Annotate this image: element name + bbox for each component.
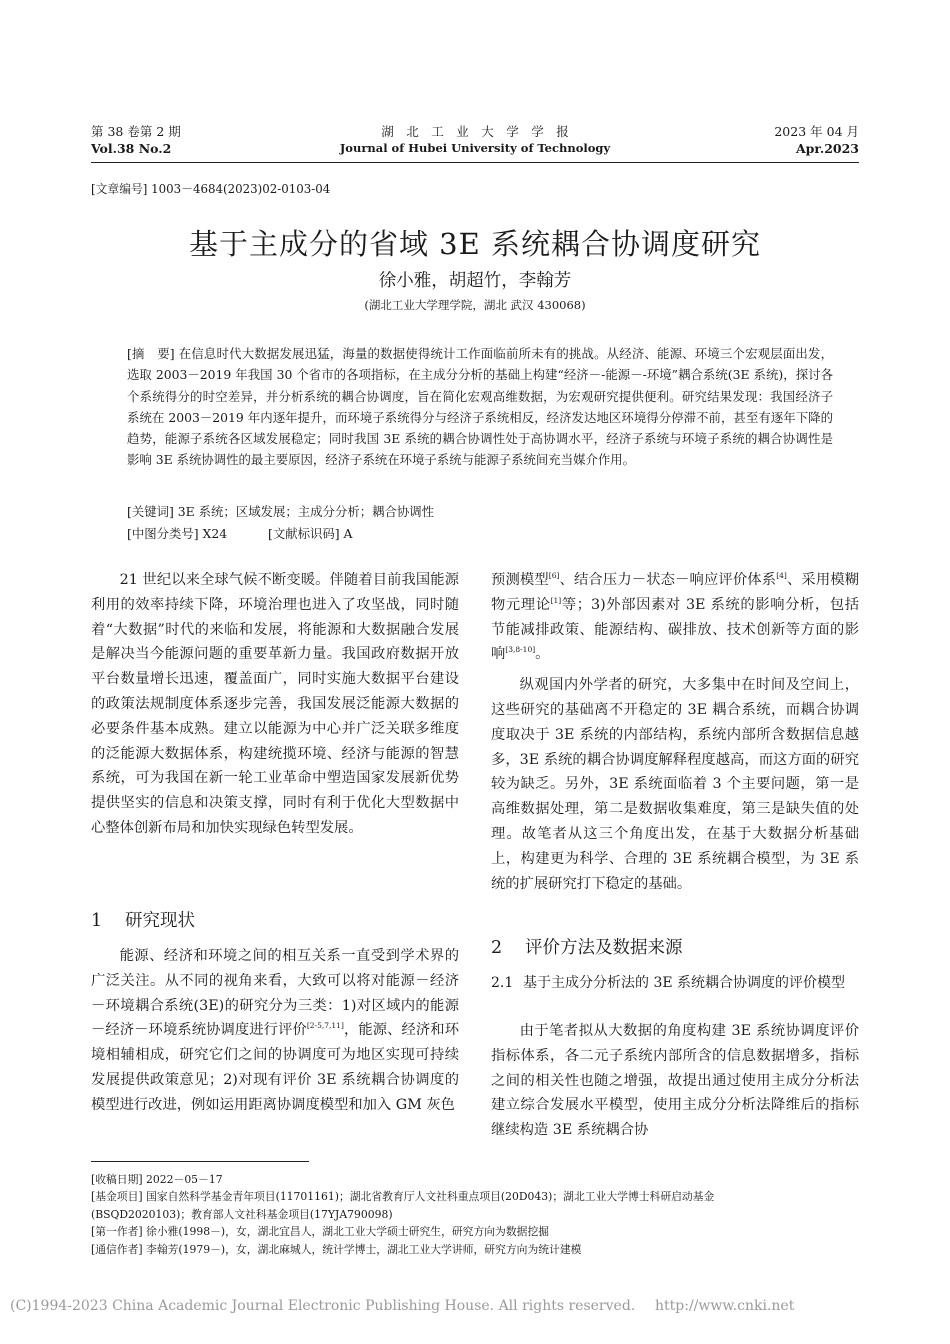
journal-title-en: Journal of Hubei University of Technology: [339, 141, 611, 155]
section-1-body: [91, 944, 459, 1118]
intro-paragraph: 21 世纪以来全球气候不断变暖。伴随着目前我国能源利用的效率持续下降，环境治理也进入了攻坚战，同时随着“大数据”时代的来临和发展，将能源和大数据融合发展是解决当今能源问题的重要革新力量。我国政府数据开放平台数量增长迅速，覆盖面广，同时实施大数据平台建设的政策法规制度体系逐步完善，我国发展泛能源大数据的必要条件基本成熟。建立以能源为中心并广泛关联多维度的泛能源大数据体系，构建统揽环境、经济与能源的智慧系统，可为我国在新一轮工业革命中塑造国家发展新优势提供坚实的信息和决策支撑，同时有利于优化大型数据中心整体创新布局和加快实现绿色转型发展。: [91, 572, 459, 836]
abstract: [127, 343, 833, 471]
fund-project-line-2: (BSQD2020103)；教育部人文社科基金项目(17YJA790098): [91, 1207, 393, 1221]
paper-title: 基于主成分的省域 3E 系统耦合协调度研究: [188, 227, 762, 261]
article-number: [文章编号] 1003－4684(2023)02-0103-04: [91, 182, 331, 196]
text: 、结合压力－状态－响应评价体系: [559, 572, 777, 588]
section-2-title: 评价方法及数据来源: [525, 938, 683, 958]
cnki-link[interactable]: http://www.cnki.net: [655, 1298, 795, 1314]
authors: 徐小雅，胡超竹，李翰芳: [378, 271, 572, 291]
left-column: [91, 568, 459, 841]
footnotes: [91, 1171, 861, 1258]
right-paragraph-1: [491, 568, 859, 667]
date-en: Apr.2023: [795, 141, 859, 156]
citation: [2-5,7,11]: [306, 1021, 344, 1031]
subsection-2-1-title: 基于主成分分析法的 3E 系统耦合协调度的评价模型: [523, 975, 846, 991]
corresponding-author-note: [通信作者] 李翰芳(1979－)，女，湖北麻城人，统计学博士，湖北工业大学讲师，研究方向为统计建模: [91, 1242, 582, 1256]
text: 。: [535, 646, 550, 663]
section-1-text-a: 能源、经济和环境之间的相互关系一直受到学术界的广泛关注。从不同的视角来看，大致可以将对能源－经济－环境耦合系统(3E)的研究分为三类：1)对区域内的能源－经济－环境系统协调度进行评价: [91, 948, 459, 1039]
header-rule: [91, 162, 859, 163]
section-2-heading: [491, 934, 683, 959]
section-1-paragraph: [91, 944, 459, 1118]
fund-project-line-1: [基金项目] 国家自然科学基金青年项目(11701161)；湖北省教育厅人文社科重点项目(20D043)；湖北工业大学博士科研启动基金: [91, 1190, 715, 1204]
text: 等；3)外部因素对 3E 系统的影响分析，包括节能减排政策、能源结构、碳排放、技术创新等方面的影响: [491, 596, 860, 663]
section-1-heading: [91, 907, 195, 932]
date-cn: 2023 年 04 月: [774, 124, 859, 139]
subsection-2-1-number: 2.1: [491, 975, 514, 991]
citation: [3,8-10]: [505, 645, 536, 655]
copyright-notice: (C)1994-2023 China Academic Journal Electronic Publishing House. All rights reserved.: [10, 1298, 636, 1314]
citation: [4]: [776, 571, 787, 581]
abstract-text: 在信息时代大数据发展迅猛，海量的数据使得统计工作面临前所未有的挑战。从经济、能源、环境三个宏观层面出发，选取 2003－2019 年我国 30 个省市的各项指标，在主成分分析的基础上构建“经济－-能源－-环境”耦合系统(3E 系统)，探讨各个系统得分的时空差异，并分析系统的耦合协调度，旨在简化宏观高维数据，为宏观研究提供便利。研究结果发现：我国经济子系统在 2003－2019 年内逐年提升，而环境子系统得分与经济子系统相反，经济发达地区环境得分停滞不前，甚至有逐年下降的趋势，能源子系统各区域发展稳定；同时我国 3E 系统的耦合协调性处于高协调水平，经济子系统与环境子系统的耦合协调性是影响 3E 系统协调性的最主要原因，经济子系统在环境子系统与能源子系统间充当媒介作用。: [127, 346, 833, 468]
affiliation: (湖北工业大学理学院，湖北 武汉 430068): [364, 298, 586, 312]
citation: [6]: [548, 571, 560, 581]
subsection-2-1-body: [491, 1019, 859, 1143]
section-1-text-b: ，能源、经济和环境相辅相成，研究它们之间的协调度可为地区实现可持续发展提供政策意见；2)对现有评价 3E 系统耦合协调度的模型进行改进，例如运用距离协调度模型和加入 GM 灰色: [91, 1022, 459, 1113]
section-2-number: 2: [491, 938, 503, 958]
clc-number: [中图分类号] X24: [127, 526, 228, 541]
journal-title-cn: 湖 北 工 业 大 学 学 报: [381, 124, 569, 139]
subsection-2-1-heading: [491, 971, 859, 995]
abstract-label: [摘 要]: [127, 346, 175, 361]
footnote-rule: [91, 1161, 309, 1162]
issue-cn: 第 38 卷第 2 期: [91, 124, 181, 139]
section-1-title: 研究现状: [125, 911, 195, 931]
document-code: [文献标识码] A: [268, 526, 353, 541]
text: 、采用模糊物元理论: [491, 572, 860, 613]
right-paragraph-3: 由于笔者拟从大数据的角度构建 3E 系统协调度评价指标体系，各二元子系统内部所含的信息数据增多，指标之间的相关性也随之增强，故提出通过使用主成分分析法建立综合发展水平模型，使用主成分分析法降维后的指标继续构造 3E 系统耦合协: [491, 1023, 859, 1139]
text: 预测模型: [491, 572, 549, 588]
citation: [1]: [550, 596, 562, 606]
right-paragraph-2: 纵观国内外学者的研究，大多集中在时间及空间上，这些研究的基础离不开稳定的 3E 耦合系统，而耦合协调度取决于 3E 系统的内部结构，系统内部所含数据信息越多，3E 系统的耦合协调度解释程度越高，而这方面的研究较为缺乏。另外，3E 系统面临着 3 个主要问题，第一是高维数据处理，第二是数据收集难度，第三是缺失值的处理。故笔者从这三个角度出发，在基于大数据分析基础上，构建更为科学、合理的 3E 系统耦合模型，为 3E 系统的扩展研究打下稳定的基础。: [491, 677, 859, 892]
received-date: [收稿日期] 2022－05－17: [91, 1173, 223, 1186]
keywords: [关键词] 3E 系统；区域发展；主成分分析；耦合协调性: [127, 504, 435, 519]
first-author-note: [第一作者] 徐小雅(1998－)，女，湖北宜昌人，湖北工业大学硕士研究生，研究方向为数据挖掘: [91, 1225, 550, 1239]
right-column: [491, 568, 859, 896]
section-1-number: 1: [91, 911, 103, 931]
issue-en: Vol.38 No.2: [91, 141, 172, 156]
